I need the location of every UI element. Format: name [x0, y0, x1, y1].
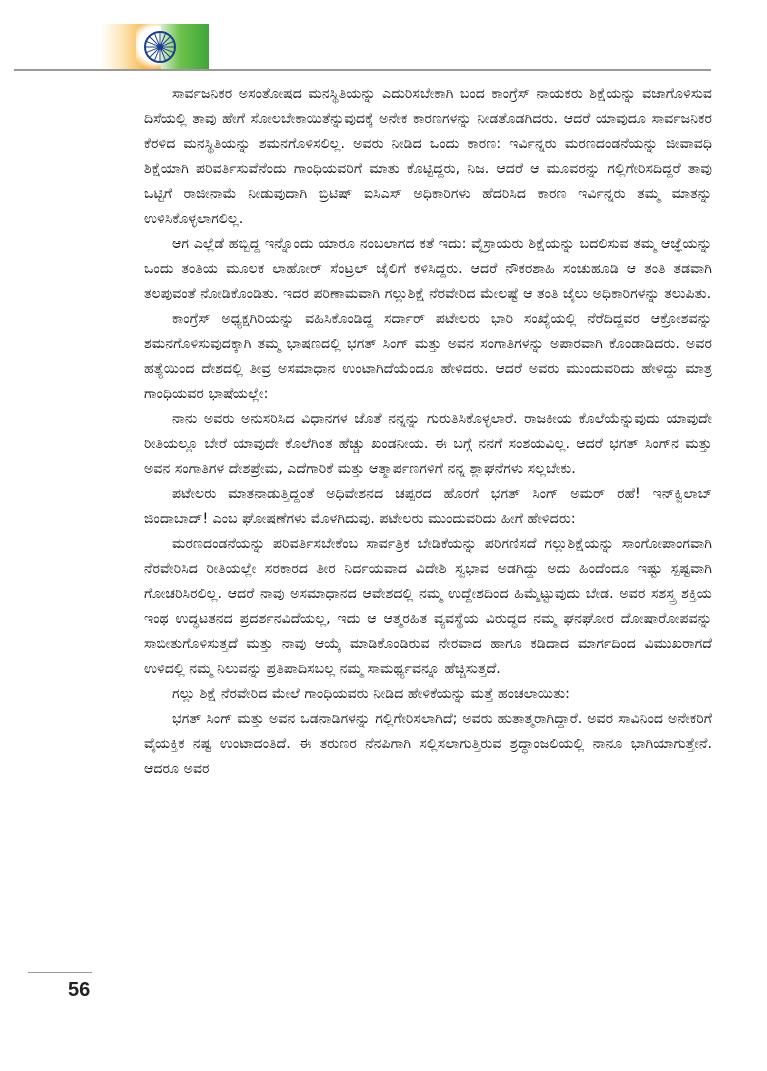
paragraph-1: ಸಾರ್ವಜನಿಕರ ಅಸಂತೋಷದ ಮನಸ್ಥಿತಿಯನ್ನು ಎದುರಿಸಬೇಕಾಗಿ ಬಂದ ಕಾಂಗ್ರೆಸ್ ನಾಯಕರು ಶಿಕ್ಷೆಯನ್ನು ವಜಾಗೊಳಿಸುವ ದಿಸೆಯಲ್ಲಿ ತಾವು ಹೇಗೆ ಸೋಲಬೇಕಾಯಿತೆನ್ನುವುದಕ್ಕೆ ಅನೇಕ ಕಾರಣಗಳನ್ನು ನೀಡತೊಡಗಿದರು. ಆದರೆ ಯಾವುದೂ ಸಾರ್ವಜನಿಕರ ಕೆರಳಿದ ಮನಸ್ಥಿತಿಯನ್ನು ಶಮನಗೊಳಿಸಲಿಲ್ಲ. ಅವರು ನೀಡಿದ ಒಂದು ಕಾರಣ: ಇರ್ವಿನ್ನರು ಮರಣದಂಡನೆಯನ್ನು ಜೀವಾವಧಿ ಶಿಕ್ಷೆಯಾಗಿ ಪರಿವರ್ತಿಸುವೆನೆಂದು ಗಾಂಧಿಯವರಿಗೆ ಮಾತು ಕೊಟ್ಟಿದ್ದರು, ನಿಜ. ಆದರೆ ಆ ಮೂವರನ್ನು ಗಲ್ಲಿಗೇರಿಸದಿದ್ದರೆ ತಾವು ಒಟ್ಟಿಗೆ ರಾಜೀನಾಮೆ ನೀಡುವುದಾಗಿ ಬ್ರಿಟಿಷ್ ಐಸಿಎಸ್ ಅಧಿಕಾರಿಗಳು ಹೆದರಿಸಿದ ಕಾರಣ ಇರ್ವಿನ್ನರು ತಮ್ಮ ಮಾತನ್ನು ಉಳಿಸಿಕೊಳ್ಳಲಾಗಲಿಲ್ಲ. [144, 86, 712, 227]
paragraph-3: ಕಾಂಗ್ರೆಸ್ ಅಧ್ಯಕ್ಷಗಿರಿಯನ್ನು ವಹಿಸಿಕೊಂಡಿದ್ದ ಸರ್ದಾರ್ ಪಟೇಲರು ಭಾರಿ ಸಂಖ್ಯೆಯಲ್ಲಿ ನೆರೆದಿದ್ದವರ ಆಕ್ರೋಶವನ್ನು ಶಮನಗೊಳಿಸುವುದಕ್ಕಾಗಿ ತಮ್ಮ ಭಾಷಣದಲ್ಲಿ ಭಗತ್ ಸಿಂಗ್ ಮತ್ತು ಅವನ ಸಂಗಾತಿಗಳನ್ನು ಅಪಾರವಾಗಿ ಕೊಂಡಾಡಿದರು. ಅವರ ಹತ್ಯೆಯಿಂದ ದೇಶದಲ್ಲಿ ತೀವ್ರ ಅಸಮಾಧಾನ ಉಂಟಾಗಿದೆಯೆಂದೂ ಹೇಳಿದರು. ಆದರೆ ಅವರು ಮುಂದುವರಿದು ಹೇಳಿದ್ದು ಮಾತ್ರ ಗಾಂಧಿಯವರ ಭಾಷೆಯಲ್ಲೇ: [144, 311, 712, 402]
paragraph-4: ಪಟೇಲರು ಮಾತನಾಡುತ್ತಿದ್ದಂತೆ ಅಧಿವೇಶನದ ಚಪ್ಪರದ ಹೊರಗೆ ಭಗತ್ ಸಿಂಗ್ ಅಮರ್ ರಹೆ! ಇನ್‌ಕ್ವಿಲಾಬ್ ಜಿಂದಾಬಾದ್! ಎಂಬ ಘೋಷಣೆಗಳು ಮೊಳಗಿದುವು. ಪಟೇಲರು ಮುಂದುವರಿದು ಹೀಗೆ ಹೇಳಿದರು: [144, 486, 712, 527]
header-divider [14, 69, 711, 71]
paragraph-5: ಗಲ್ಲು ಶಿಕ್ಷೆ ನೆರವೇರಿದ ಮೇಲೆ ಗಾಂಧಿಯವರು ನೀಡಿದ ಹೇಳಿಕೆಯನ್ನು ಮತ್ತೆ ಹಂಚಲಾಯಿತು: [172, 686, 570, 702]
indian-flag-ashoka-chakra-icon [101, 24, 209, 70]
paragraph-2: ಆಗ ಎಲ್ಲೆಡೆ ಹಬ್ಬಿದ್ದ ಇನ್ನೊಂದು ಯಾರೂ ನಂಬಲಾಗದ ಕತೆ ಇದು: ವೈಸ್ರಾಯರು ಶಿಕ್ಷೆಯನ್ನು ಬದಲಿಸುವ ತಮ್ಮ ಆಜ್ಞೆಯನ್ನು ಒಂದು ತಂತಿಯ ಮೂಲಕ ಲಾಹೋರ್ ಸೆಂಟ್ರಲ್ ಜೈಲಿಗೆ ಕಳಿಸಿದ್ದರು. ಆದರೆ ನೌಕರಶಾಹಿ ಸಂಚುಹೂಡಿ ಆ ತಂತಿ ತಡವಾಗಿ ತಲಪುವಂತೆ ನೋಡಿಕೊಂಡಿತು. ಇದರ ಪರಿಣಾಮವಾಗಿ ಗಲ್ಲುಶಿಕ್ಷೆ ನೆರವೇರಿದ ಮೇಲಷ್ಟೆ ಆ ತಂತಿ ಜೈಲು ಅಧಿಕಾರಿಗಳನ್ನು ತಲುಪಿತು. [144, 236, 712, 302]
quote-paragraph-3: ಭಗತ್ ಸಿಂಗ್ ಮತ್ತು ಅವನ ಒಡನಾಡಿಗಳನ್ನು ಗಲ್ಲಿಗೇರಿಸಲಾಗಿದೆ; ಅವರು ಹುತಾತ್ಮರಾಗಿದ್ದಾರೆ. ಅವರ ಸಾವಿನಿಂದ ಅನೇಕರಿಗೆ ವೈಯಕ್ತಿಕ ನಷ್ಟ ಉಂಟಾದಂತಿದೆ. ಈ ತರುಣರ ನೆನಪಿಗಾಗಿ ಸಲ್ಲಿಸಲಾಗುತ್ತಿರುವ ಶ್ರದ್ಧಾಂಜಲಿಯಲ್ಲಿ ನಾನೂ ಭಾಗಿಯಾಗುತ್ತೇನೆ. ಆದರೂ ಅವರ [144, 711, 712, 777]
page-number: 56 [68, 979, 91, 1001]
ashoka-chakra-icon [143, 30, 177, 64]
page-header [0, 0, 767, 72]
quote-paragraph-2: ಮರಣದಂಡನೆಯನ್ನು ಪರಿವರ್ತಿಸಬೇಕೆಂಬ ಸಾರ್ವತ್ರಿಕ ಬೇಡಿಕೆಯನ್ನು ಪರಿಗಣಿಸದೆ ಗಲ್ಲುಶಿಕ್ಷೆಯನ್ನು ಸಾಂಗೋಪಾಂಗವಾಗಿ ನೆರವೇರಿಸಿದ ರೀತಿಯಲ್ಲೇ ಸರಕಾರದ ತೀರ ನಿರ್ದಯವಾದ ವಿದೇಶಿ ಸ್ವಭಾವ ಅಡಗಿದ್ದು ಅದು ಹಿಂದೆಂದೂ ಇಷ್ಟು ಸ್ಪಷ್ಟವಾಗಿ ಗೋಚರಿಸಿರಲಿಲ್ಲ. ಆದರೆ ನಾವು ಅಸಮಾಧಾನದ ಆವೇಶದಲ್ಲಿ ನಮ್ಮ ಉದ್ದೇಶದಿಂದ ಹಿಮ್ಮೆಟ್ಟುವುದು ಬೇಡ. ಅವರ ಸಶಸ್ತ್ರ ಶಕ್ತಿಯ ಇಂಥ ಉದ್ಧಟತನದ ಪ್ರದರ್ಶನವಿದೆಯಲ್ಲ, ಇದು ಆ ಆತ್ಮರಹಿತ ವ್ಯವಸ್ಥೆಯ ವಿರುದ್ಧದ ನಮ್ಮ ಘನಘೋರ ದೋಷಾರೋಪವನ್ನು ಸಾಬೀತುಗೊಳಿಸುತ್ತದೆ ಮತ್ತು ನಾವು ಆಯ್ಕೆ ಮಾಡಿಕೊಂಡಿರುವ ನೇರವಾದ ಹಾಗೂ ಕಡಿದಾದ ಮಾರ್ಗದಿಂದ ವಿಮುಖರಾಗದೆ ಉಳಿದಲ್ಲಿ ನಮ್ಮ ನಿಲುವನ್ನು ಪ್ರತಿಪಾದಿಸಬಲ್ಲ ನಮ್ಮ ಸಾಮರ್ಥ್ಯವನ್ನೂ ಹೆಚ್ಚಿಸುತ್ತದೆ. [144, 536, 712, 677]
article-body [144, 82, 712, 782]
quote-paragraph-1: ನಾನು ಅವರು ಅನುಸರಿಸಿದ ವಿಧಾನಗಳ ಜೊತೆ ನನ್ನನ್ನು ಗುರುತಿಸಿಕೊಳ್ಳಲಾರೆ. ರಾಜಕೀಯ ಕೊಲೆಯೆನ್ನುವುದು ಯಾವುದೇ ರೀತಿಯಲ್ಲೂ ಬೇರೆ ಯಾವುದೇ ಕೊಲೆಗಿಂತ ಹೆಚ್ಚು ಖಂಡನೀಯ. ಈ ಬಗ್ಗೆ ನನಗೆ ಸಂಶಯವಿಲ್ಲ. ಆದರೆ ಭಗತ್ ಸಿಂಗ್‌ನ ಮತ್ತು ಅವನ ಸಂಗಾತಿಗಳ ದೇಶಪ್ರೇಮ, ಎದೆಗಾರಿಕೆ ಮತ್ತು ಆತ್ಮಾರ್ಪಣಗಳಿಗೆ ನನ್ನ ಶ್ಲಾಘನೆಗಳು ಸಲ್ಲಬೇಕು. [144, 411, 712, 477]
footer-divider [28, 972, 92, 973]
